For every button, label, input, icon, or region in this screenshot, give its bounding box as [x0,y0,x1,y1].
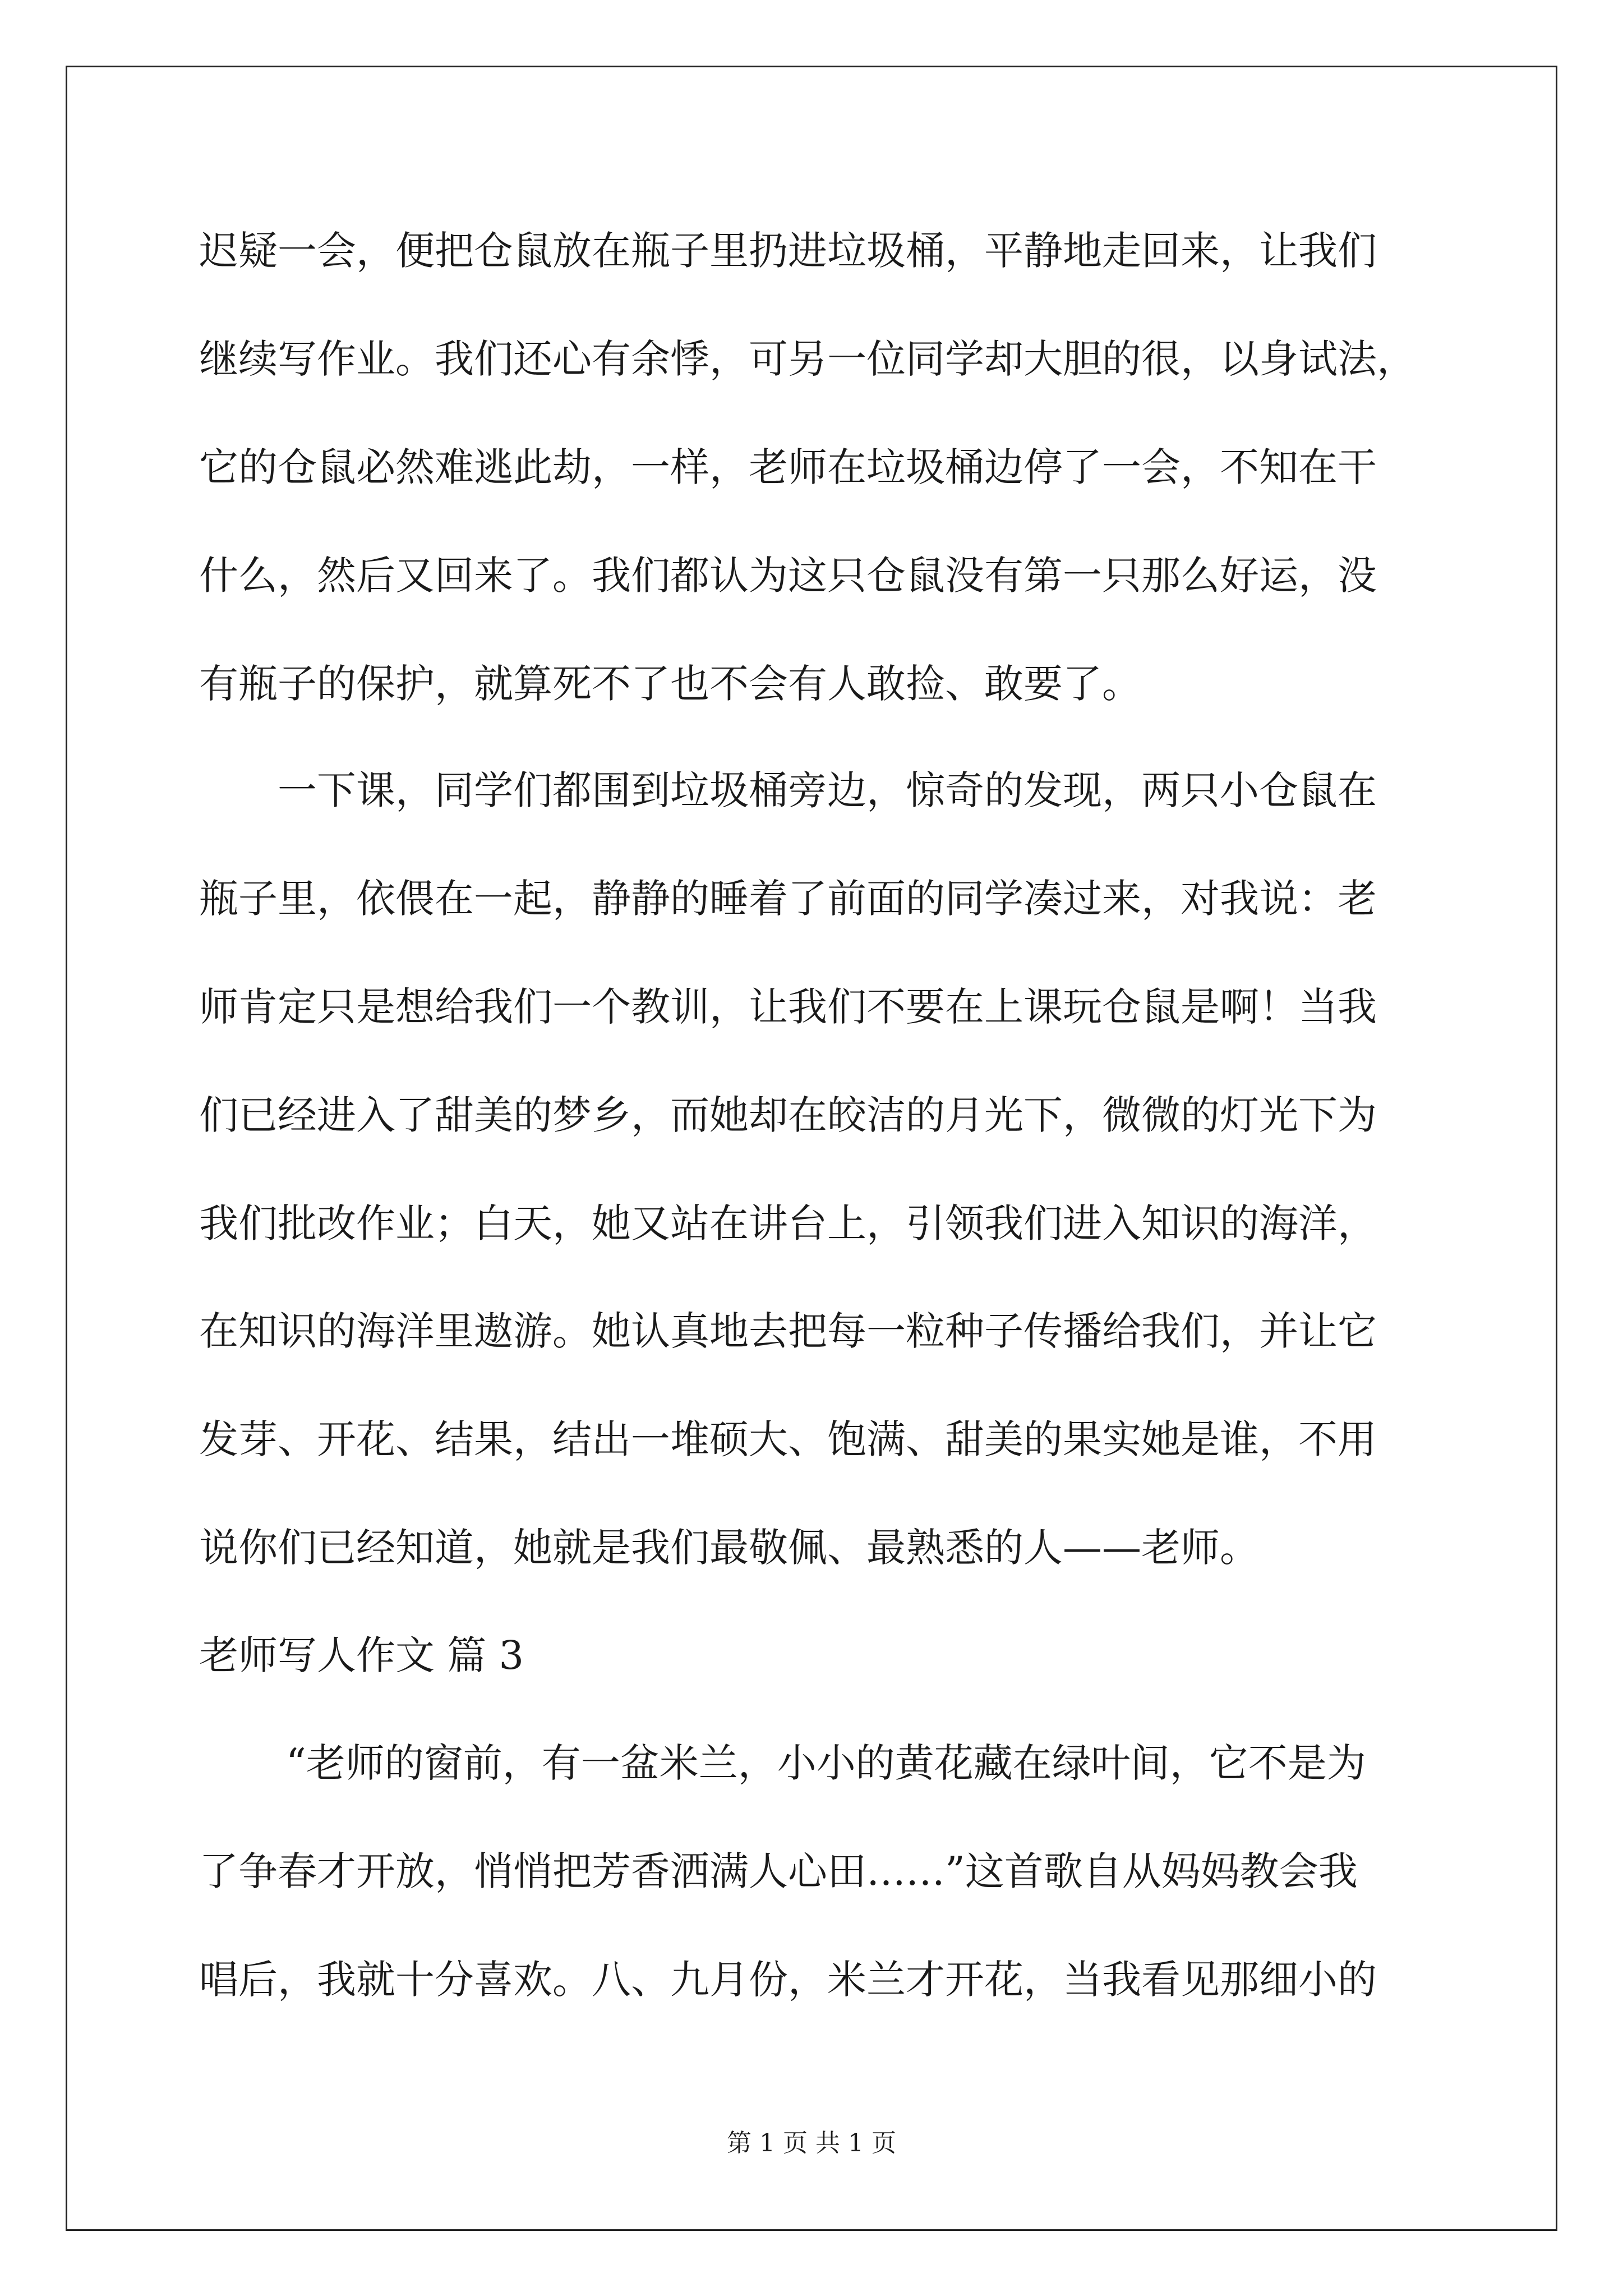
body-line-4: 什么，然后又回来了。我们都认为这只仓鼠没有第一只那么好运，没 [199,553,1377,599]
paragraph-3-line-1: “老师的窗前，有一盆米兰，小小的黄花藏在绿叶间，它不是为 [286,1740,1366,1786]
paragraph-2-line-6: 在知识的海洋里遨游。她认真地去把每一粒种子传播给我们，并让它 [199,1308,1377,1354]
paragraph-3-line-3: 唱后，我就十分喜欢。八、九月份，米兰才开花，当我看见那细小的 [199,1957,1377,2003]
page-footer: 第 1 页 共 1 页 [727,2129,896,2157]
paragraph-2-line-1: 一下课，同学们都围到垃圾桶旁边，惊奇的发现，两只小仓鼠在 [278,767,1377,813]
body-line-1: 迟疑一会，便把仓鼠放在瓶子里扔进垃圾桶，平静地走回来，让我们 [199,228,1377,274]
paragraph-2-line-8: 说你们已经知道，她就是我们最敬佩、最熟悉的人——老师。 [199,1525,1259,1571]
paragraph-3-line-2: 了争春才开放，悄悄把芳香洒满人心田……”这首歌自从妈妈教会我 [199,1848,1358,1894]
paragraph-2-line-4: 们已经进入了甜美的梦乡，而她却在皎洁的月光下，微微的灯光下为 [199,1092,1377,1138]
body-line-3: 它的仓鼠必然难逃此劫，一样，老师在垃圾桶边停了一会，不知在干 [199,444,1377,490]
paragraph-2-line-2: 瓶子里，依偎在一起，静静的睡着了前面的同学凑过来，对我说：老 [199,876,1377,922]
paragraph-2-line-3: 师肯定只是想给我们一个教训，让我们不要在上课玩仓鼠是啊！当我 [199,984,1377,1030]
page-border [66,66,1557,2231]
body-line-2: 继续写作业。我们还心有余悸，可另一位同学却大胆的很，以身试法， [199,336,1416,382]
section-heading: 老师写人作文 篇 3 [199,1632,524,1678]
body-line-5: 有瓶子的保护，就算死不了也不会有人敢捡、敢要了。 [199,661,1141,707]
paragraph-2-line-7: 发芽、开花、结果，结出一堆硕大、饱满、甜美的果实她是谁，不用 [199,1416,1377,1462]
paragraph-2-line-5: 我们批改作业；白天，她又站在讲台上，引领我们进入知识的海洋， [199,1200,1377,1246]
